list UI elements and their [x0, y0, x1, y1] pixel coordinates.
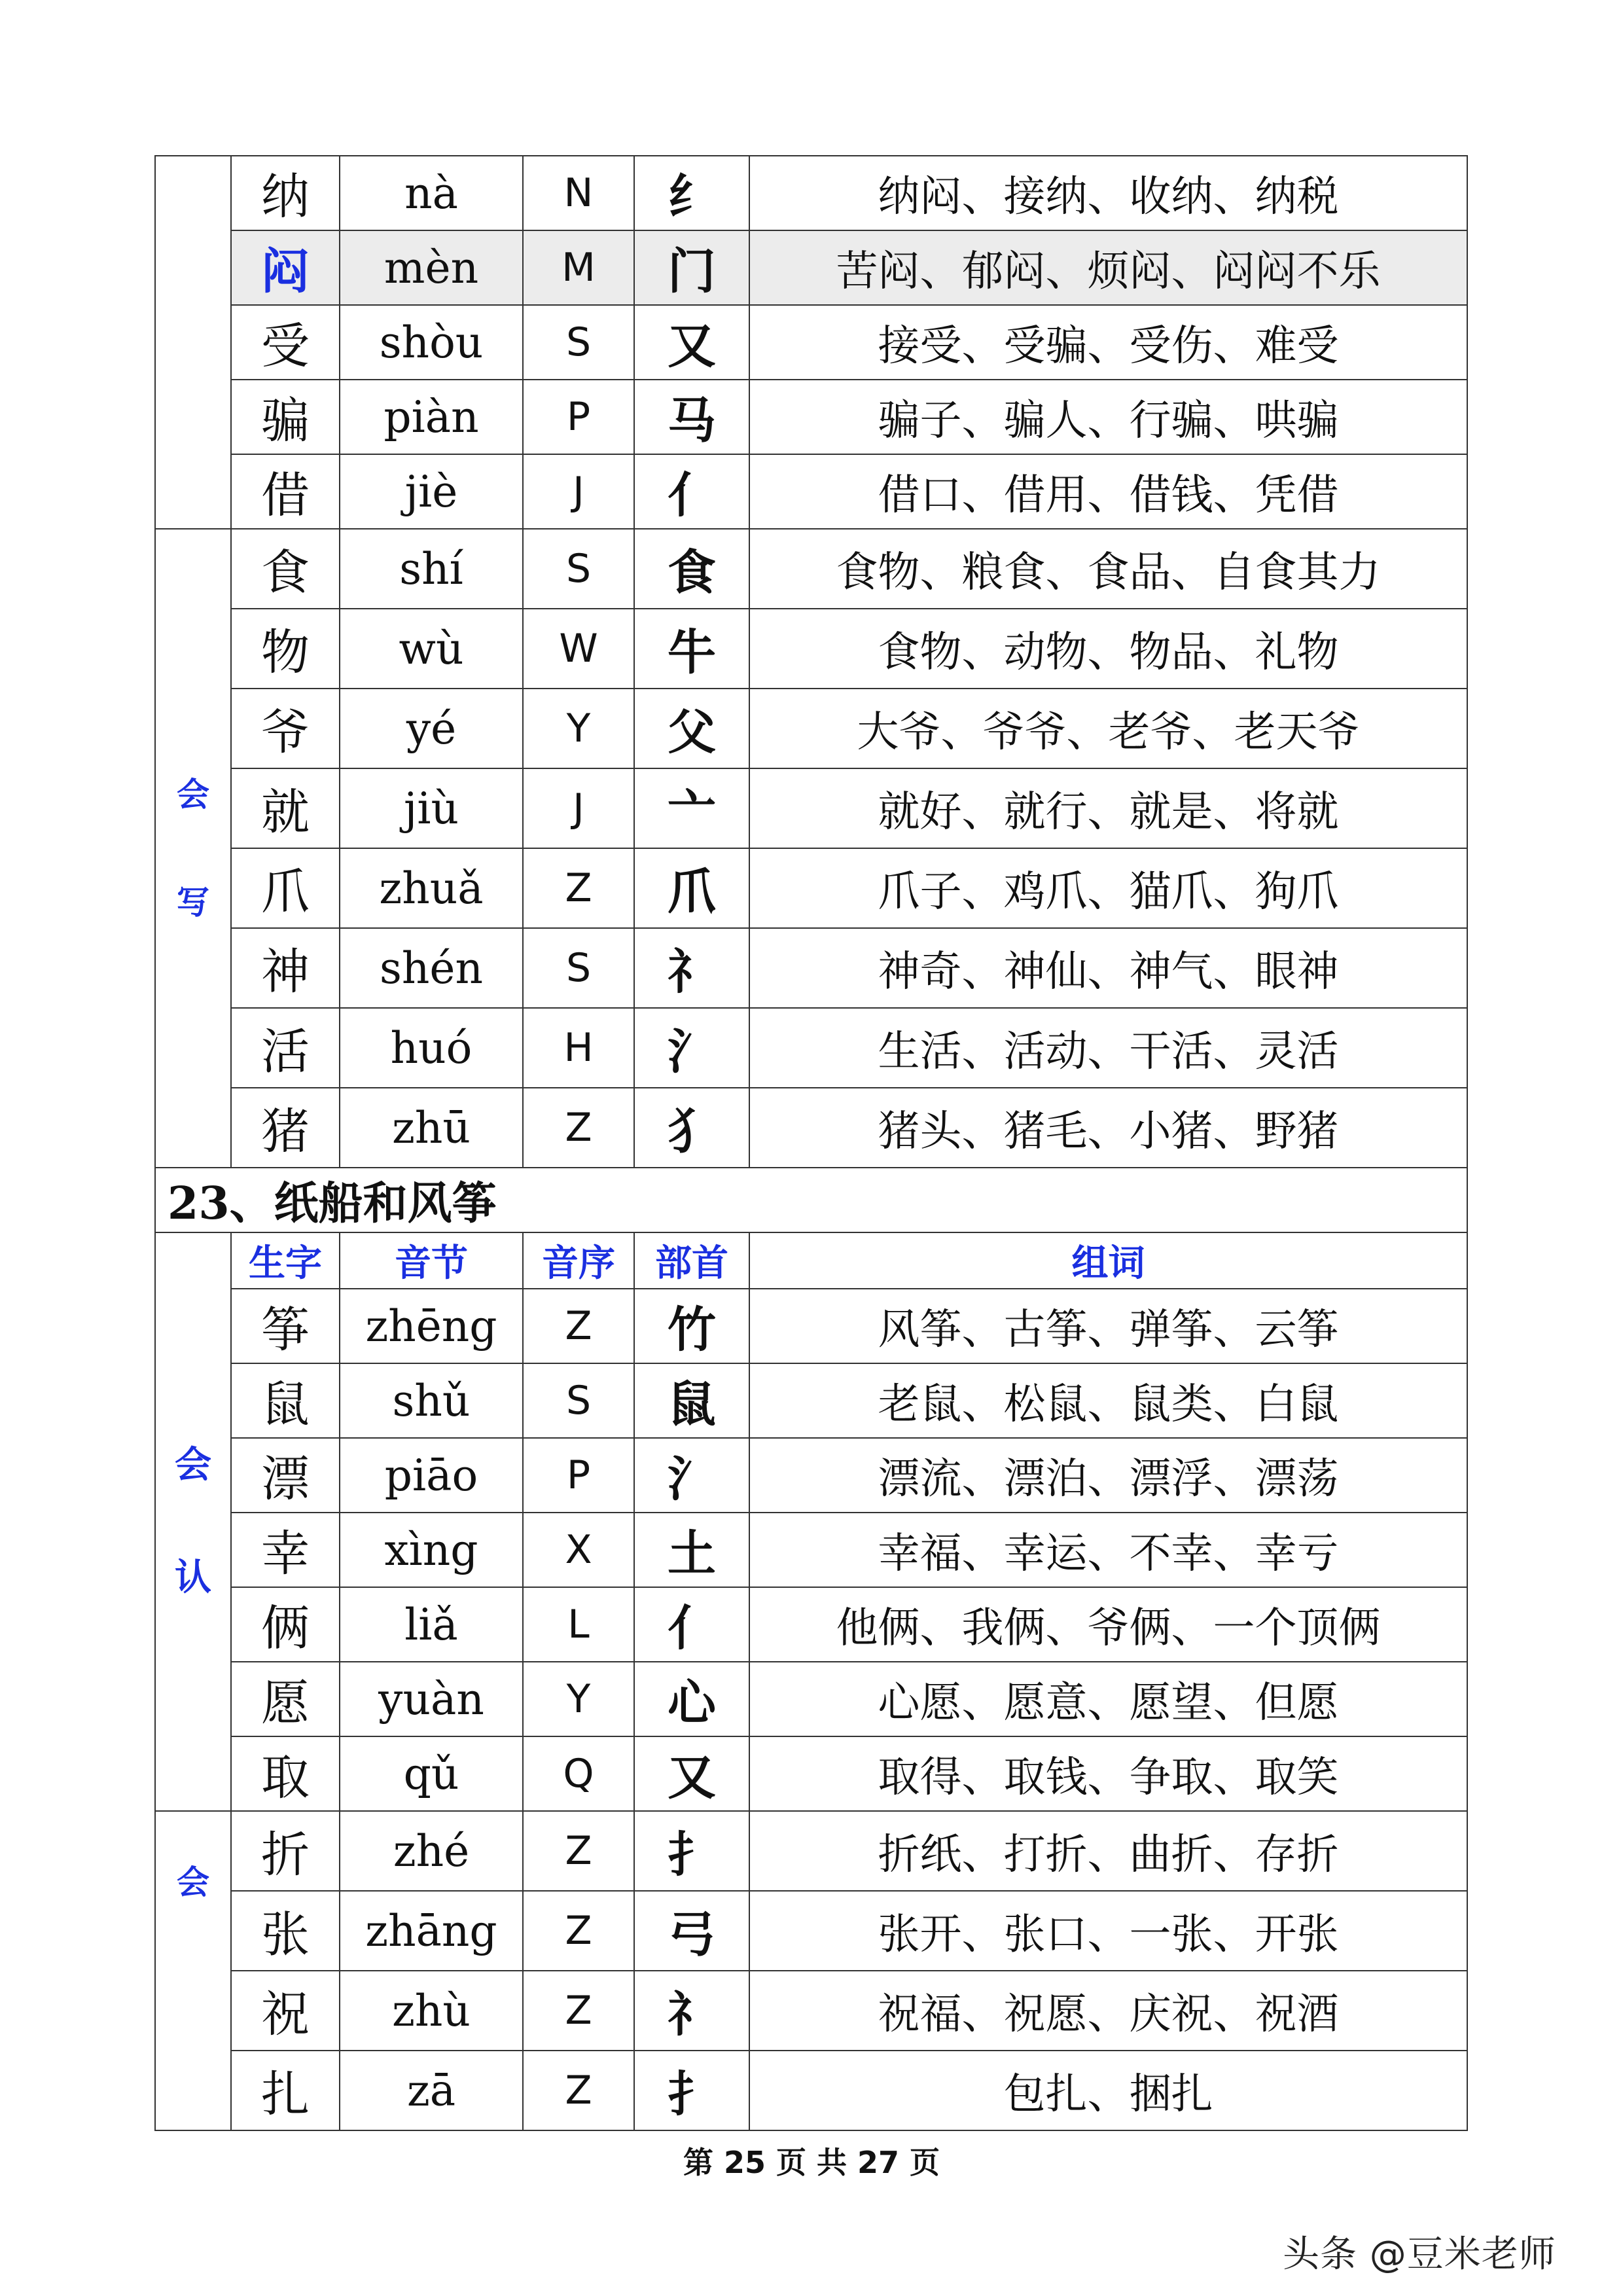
character-row	[155, 454, 1467, 529]
category-label	[155, 1232, 231, 1811]
character-row	[155, 156, 1467, 230]
character-cell: 幸	[231, 1513, 340, 1587]
character-row	[155, 1587, 1467, 1662]
pinyin-cell: wù	[340, 609, 523, 689]
character-row	[155, 1289, 1467, 1363]
character-cell: 神	[231, 928, 340, 1008]
initial-letter-cell: S	[523, 305, 634, 380]
character-row	[155, 1438, 1467, 1513]
character-row	[155, 689, 1467, 768]
word-examples-cell: 风筝、古筝、弹筝、云筝	[749, 1289, 1467, 1363]
pinyin-cell: shǔ	[340, 1363, 523, 1438]
category-char: 认	[175, 1556, 211, 1599]
header-initial: 音序	[523, 1232, 634, 1289]
pinyin-cell: jiè	[340, 454, 523, 529]
character-row	[155, 1736, 1467, 1811]
lesson-title: 23、纸船和风筝	[155, 1168, 1467, 1232]
character-cell: 爪	[231, 848, 340, 928]
radical-cell: 心	[634, 1662, 749, 1736]
pinyin-cell: piàn	[340, 380, 523, 454]
initial-letter-cell: W	[523, 609, 634, 689]
word-examples-cell: 老鼠、松鼠、鼠类、白鼠	[749, 1363, 1467, 1438]
character-cell: 活	[231, 1008, 340, 1088]
initial-letter-cell: Z	[523, 1971, 634, 2051]
initial-letter-cell: P	[523, 380, 634, 454]
pinyin-cell: yé	[340, 689, 523, 768]
initial-letter-cell: J	[523, 768, 634, 848]
character-cell: 俩	[231, 1587, 340, 1662]
word-examples-cell: 折纸、打折、曲折、存折	[749, 1811, 1467, 1891]
word-examples-cell: 爪子、鸡爪、猫爪、狗爪	[749, 848, 1467, 928]
character-row	[155, 1811, 1467, 1891]
character-cell: 骗	[231, 380, 340, 454]
pinyin-cell: yuàn	[340, 1662, 523, 1736]
character-row	[155, 1363, 1467, 1438]
category-char: 会	[175, 1443, 211, 1487]
initial-letter-cell: Z	[523, 848, 634, 928]
character-cell: 纳	[231, 156, 340, 230]
category-char: 会	[177, 1863, 209, 1901]
radical-cell: 食	[634, 529, 749, 609]
radical-cell: 纟	[634, 156, 749, 230]
word-examples-cell: 心愿、愿意、愿望、但愿	[749, 1662, 1467, 1736]
character-cell: 物	[231, 609, 340, 689]
pinyin-cell: zhēng	[340, 1289, 523, 1363]
header-words: 组词	[749, 1232, 1467, 1289]
radical-cell: 爪	[634, 848, 749, 928]
initial-letter-cell: Q	[523, 1736, 634, 1811]
pinyin-cell: shòu	[340, 305, 523, 380]
word-examples-cell: 张开、张口、一张、开张	[749, 1891, 1467, 1971]
character-row	[155, 230, 1467, 305]
pinyin-cell: huó	[340, 1008, 523, 1088]
pinyin-cell: shí	[340, 529, 523, 609]
pinyin-cell: nà	[340, 156, 523, 230]
initial-letter-cell: Y	[523, 1662, 634, 1736]
radical-cell: 马	[634, 380, 749, 454]
header-radical: 部首	[634, 1232, 749, 1289]
pinyin-cell: mèn	[340, 230, 523, 305]
word-examples-cell: 食物、动物、物品、礼物	[749, 609, 1467, 689]
initial-letter-cell: Y	[523, 689, 634, 768]
character-row	[155, 848, 1467, 928]
character-row	[155, 1971, 1467, 2051]
pinyin-cell: zhuǎ	[340, 848, 523, 928]
word-examples-cell: 大爷、爷爷、老爷、老天爷	[749, 689, 1467, 768]
word-examples-cell: 骗子、骗人、行骗、哄骗	[749, 380, 1467, 454]
column-header-row	[155, 1232, 1467, 1289]
character-row	[155, 768, 1467, 848]
character-row	[155, 1891, 1467, 1971]
pinyin-cell: jiù	[340, 768, 523, 848]
character-cell: 祝	[231, 1971, 340, 2051]
initial-letter-cell: Z	[523, 1289, 634, 1363]
header-pinyin: 音节	[340, 1232, 523, 1289]
radical-cell: 父	[634, 689, 749, 768]
character-row	[155, 1008, 1467, 1088]
word-examples-cell: 食物、粮食、食品、自食其力	[749, 529, 1467, 609]
character-row	[155, 529, 1467, 609]
word-examples-cell: 猪头、猪毛、小猪、野猪	[749, 1088, 1467, 1168]
initial-letter-cell: Z	[523, 1891, 634, 1971]
word-examples-cell: 幸福、幸运、不幸、幸亏	[749, 1513, 1467, 1587]
radical-cell: 土	[634, 1513, 749, 1587]
character-cell: 借	[231, 454, 340, 529]
empty-category-cell	[155, 156, 231, 529]
character-cell: 猪	[231, 1088, 340, 1168]
initial-letter-cell: N	[523, 156, 634, 230]
character-cell: 闷	[231, 230, 340, 305]
character-row	[155, 1513, 1467, 1587]
radical-cell: 扌	[634, 1811, 749, 1891]
character-row	[155, 380, 1467, 454]
pinyin-cell: piāo	[340, 1438, 523, 1513]
radical-cell: 礻	[634, 928, 749, 1008]
word-examples-cell: 他俩、我俩、爷俩、一个顶俩	[749, 1587, 1467, 1662]
page-number-footer: 第 25 页 共 27 页	[683, 2145, 940, 2180]
character-cell: 筝	[231, 1289, 340, 1363]
character-cell: 扎	[231, 2051, 340, 2130]
pinyin-cell: xìng	[340, 1513, 523, 1587]
initial-letter-cell: Z	[523, 1088, 634, 1168]
initial-letter-cell: P	[523, 1438, 634, 1513]
pinyin-cell: zhū	[340, 1088, 523, 1168]
word-examples-cell: 接受、受骗、受伤、难受	[749, 305, 1467, 380]
character-cell: 张	[231, 1891, 340, 1971]
initial-letter-cell: Z	[523, 1811, 634, 1891]
radical-cell: 亻	[634, 1587, 749, 1662]
radical-cell: 牛	[634, 609, 749, 689]
initial-letter-cell: S	[523, 1363, 634, 1438]
radical-cell: 又	[634, 305, 749, 380]
radical-cell: 礻	[634, 1971, 749, 2051]
pinyin-cell: liǎ	[340, 1587, 523, 1662]
radical-cell: 又	[634, 1736, 749, 1811]
radical-cell: 犭	[634, 1088, 749, 1168]
character-cell: 受	[231, 305, 340, 380]
initial-letter-cell: J	[523, 454, 634, 529]
pinyin-cell: shén	[340, 928, 523, 1008]
pinyin-cell: zā	[340, 2051, 523, 2130]
watermark-text: 头条 @豆米老师	[1283, 2233, 1556, 2276]
character-row	[155, 2051, 1467, 2130]
pinyin-cell: zhāng	[340, 1891, 523, 1971]
word-examples-cell: 漂流、漂泊、漂浮、漂荡	[749, 1438, 1467, 1513]
radical-cell: 扌	[634, 2051, 749, 2130]
pinyin-cell: zhé	[340, 1811, 523, 1891]
lesson-title-row	[155, 1168, 1467, 1232]
character-row	[155, 1088, 1467, 1168]
radical-cell: 门	[634, 230, 749, 305]
initial-letter-cell: S	[523, 928, 634, 1008]
category-char: 写	[177, 883, 209, 922]
initial-letter-cell: X	[523, 1513, 634, 1587]
character-cell: 愿	[231, 1662, 340, 1736]
category-label	[155, 1811, 231, 2130]
radical-cell: 氵	[634, 1008, 749, 1088]
character-row	[155, 609, 1467, 689]
character-cell: 漂	[231, 1438, 340, 1513]
character-cell: 折	[231, 1811, 340, 1891]
radical-cell: 氵	[634, 1438, 749, 1513]
character-row	[155, 305, 1467, 380]
word-examples-cell: 生活、活动、干活、灵活	[749, 1008, 1467, 1088]
initial-letter-cell: Z	[523, 2051, 634, 2130]
radical-cell: 鼠	[634, 1363, 749, 1438]
initial-letter-cell: H	[523, 1008, 634, 1088]
word-examples-cell: 纳闷、接纳、收纳、纳税	[749, 156, 1467, 230]
radical-cell: 竹	[634, 1289, 749, 1363]
word-examples-cell: 包扎、捆扎	[749, 2051, 1467, 2130]
initial-letter-cell: S	[523, 529, 634, 609]
character-cell: 食	[231, 529, 340, 609]
category-label	[155, 529, 231, 1168]
word-examples-cell: 苦闷、郁闷、烦闷、闷闷不乐	[749, 230, 1467, 305]
character-row	[155, 1662, 1467, 1736]
radical-cell: 弓	[634, 1891, 749, 1971]
word-examples-cell: 取得、取钱、争取、取笑	[749, 1736, 1467, 1811]
character-row	[155, 928, 1467, 1008]
initial-letter-cell: L	[523, 1587, 634, 1662]
character-cell: 鼠	[231, 1363, 340, 1438]
pinyin-cell: qǔ	[340, 1736, 523, 1811]
word-examples-cell: 神奇、神仙、神气、眼神	[749, 928, 1467, 1008]
pinyin-cell: zhù	[340, 1971, 523, 2051]
header-character: 生字	[231, 1232, 340, 1289]
character-cell: 取	[231, 1736, 340, 1811]
word-examples-cell: 就好、就行、就是、将就	[749, 768, 1467, 848]
radical-cell: 亠	[634, 768, 749, 848]
character-cell: 就	[231, 768, 340, 848]
radical-cell: 亻	[634, 454, 749, 529]
vocabulary-table	[154, 155, 1468, 2131]
category-char: 会	[177, 775, 209, 814]
initial-letter-cell: M	[523, 230, 634, 305]
character-cell: 爷	[231, 689, 340, 768]
word-examples-cell: 借口、借用、借钱、凭借	[749, 454, 1467, 529]
word-examples-cell: 祝福、祝愿、庆祝、祝酒	[749, 1971, 1467, 2051]
